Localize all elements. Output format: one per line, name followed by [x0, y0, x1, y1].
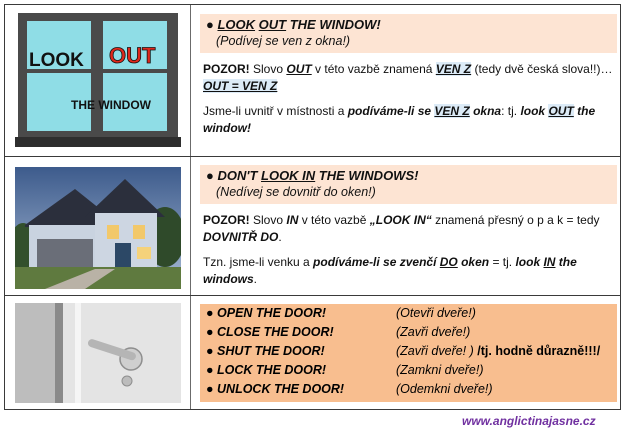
image-window-label: THE WINDOW — [71, 98, 151, 112]
house-photo — [15, 167, 181, 289]
command-close-translation: (Zavři dveře!) — [396, 325, 471, 339]
command-shut-translation: (Zavři dveře! ) /tj. hodně důrazně!!!/ — [396, 344, 601, 358]
look-out-usage: Jsme-li uvnitř v místnosti a podíváme-li se VEN Z okna: tj. look OUT the window! — [203, 104, 596, 135]
look-out-title: ● LOOK OUT THE WINDOW! — [206, 17, 381, 32]
command-open-translation: (Otevři dveře!) — [396, 306, 476, 320]
command-lock: ● LOCK THE DOOR! — [206, 363, 327, 377]
row-door-commands — [5, 296, 620, 409]
column-divider — [190, 157, 191, 295]
look-in-title: ● DON'T LOOK IN THE WINDOWS! — [206, 168, 419, 183]
column-divider — [190, 5, 191, 156]
command-close: ● CLOSE THE DOOR! — [206, 325, 334, 339]
look-out-explanation: POZOR! Slovo OUT v této vazbě znamená VEN Z (tedy dvě česká slova!!)… OUT = VEN Z — [203, 62, 613, 93]
look-in-subtitle: (Nedívej se dovnitř do oken!) — [216, 185, 376, 199]
command-open: ● OPEN THE DOOR! — [206, 306, 327, 320]
image-out-label: OUT — [109, 43, 156, 68]
lesson-table — [4, 4, 621, 410]
row-look-out — [5, 5, 620, 157]
door-commands-box — [200, 304, 617, 402]
look-in-text — [200, 165, 617, 288]
look-out-header — [200, 14, 617, 53]
column-divider — [190, 296, 191, 409]
image-look-label: LOOK — [29, 50, 84, 71]
command-lock-translation: (Zamkni dveře!) — [396, 363, 484, 377]
command-shut: ● SHUT THE DOOR! — [206, 344, 325, 358]
look-out-text — [200, 14, 617, 137]
door-handle-photo — [15, 303, 181, 403]
command-unlock-translation: (Odemkni dveře!) — [396, 382, 493, 396]
website-link[interactable]: www.anglictinajasne.cz — [462, 414, 596, 428]
look-in-explanation: POZOR! Slovo IN v této vazbě „LOOK IN“ znamená přesný o p a k = tedy DOVNITŘ DO. — [203, 213, 600, 244]
command-unlock: ● UNLOCK THE DOOR! — [206, 382, 345, 396]
row-look-in — [5, 157, 620, 296]
look-in-usage: Tzn. jsme-li venku a podíváme-li se zvenčí DO oken = tj. look IN the windows. — [203, 255, 577, 286]
window-illustration — [15, 13, 181, 147]
look-in-header — [200, 165, 617, 204]
look-out-subtitle: (Podívej se ven z okna!) — [216, 34, 351, 48]
